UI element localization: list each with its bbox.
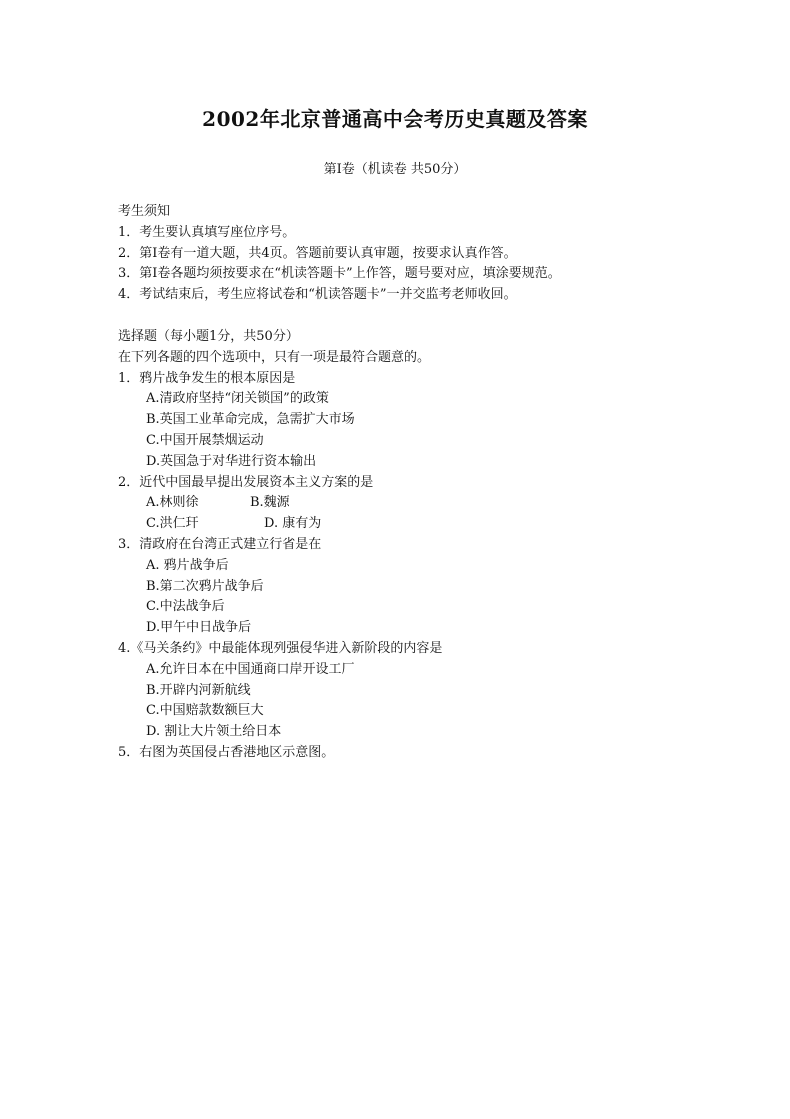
document-title: 2002年北京普通高中会考历史真题及答案: [202, 107, 588, 131]
question-option: D. 割让大片领土给日本: [146, 724, 282, 740]
notice-heading: 考生须知: [118, 204, 171, 219]
question-stem: 3．清政府在台湾正式建立行省是在: [118, 536, 322, 552]
question-option: D.甲午中日战争后: [146, 620, 252, 636]
question-option: A.林则徐: [146, 495, 199, 511]
question-stem: 2．近代中国最早提出发展资本主义方案的是: [118, 474, 374, 490]
choice-heading: 选择题（每小题1分，共50分）: [118, 329, 299, 344]
notice-item: 3．第Ⅰ卷各题均须按要求在“机读答题卡”上作答，题号要对应，填涂要规范。: [118, 266, 561, 282]
question-option: D. 康有为: [264, 516, 322, 532]
question-stem: 5．右图为英国侵占香港地区示意图。: [118, 744, 335, 760]
question-2: [118, 473, 758, 535]
question-4: [118, 639, 758, 743]
question-option: A.允许日本在中国通商口岸开设工厂: [146, 661, 355, 677]
notice-item: 4．考试结束后，考生应将试卷和“机读答题卡”一并交监考老师收回。: [118, 287, 517, 303]
question-1: [118, 369, 758, 473]
question-option: D.英国急于对华进行资本输出: [146, 453, 317, 469]
question-stem: 1．鸦片战争发生的根本原因是: [118, 370, 296, 386]
question-5: [118, 743, 758, 764]
question-option: C.洪仁玕: [146, 516, 199, 532]
section-title: 第Ⅰ卷（机读卷 共50分）: [323, 162, 467, 177]
question-option: B.开辟内河新航线: [146, 682, 251, 698]
notice-item: 1．考生要认真填写座位序号。: [118, 224, 296, 240]
question-option: C.中国赔款数额巨大: [146, 703, 264, 719]
question-option: C.中法战争后: [146, 599, 225, 615]
question-option: B.魏源: [250, 495, 290, 511]
choice-instruction: 在下列各题的四个选项中，只有一项是最符合题意的。: [118, 349, 431, 365]
choice-section: [118, 327, 758, 764]
question-option-row: [118, 493, 758, 514]
question-option: A. 鸦片战争后: [146, 557, 229, 573]
question-option: A.清政府坚持“闭关锁国”的政策: [146, 391, 329, 407]
question-option: B.第二次鸦片战争后: [146, 578, 264, 594]
exam-notice: [118, 202, 758, 306]
question-stem: 4.《马关条约》中最能体现列强侵华进入新阶段的内容是: [118, 640, 443, 656]
question-3: [118, 535, 758, 639]
question-option-row: [118, 514, 758, 535]
question-option: C.中国开展禁烟运动: [146, 432, 264, 448]
question-option: B.英国工业革命完成，急需扩大市场: [146, 412, 355, 428]
notice-item: 2．第Ⅰ卷有一道大题，共4页。答题前要认真审题，按要求认真作答。: [118, 245, 517, 261]
